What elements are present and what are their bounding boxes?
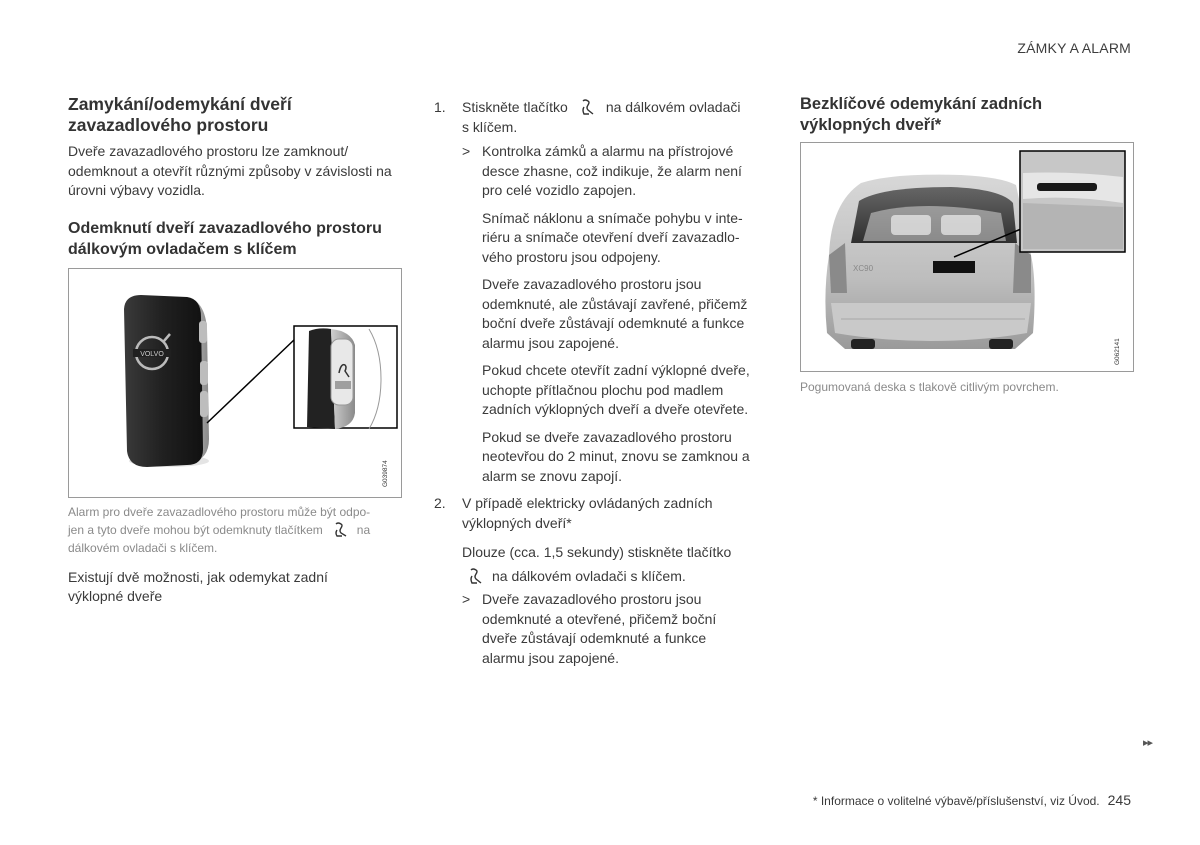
step-text xyxy=(462,567,774,587)
tailgate-unlock-icon xyxy=(580,99,594,116)
step-text-part: s klíčem. xyxy=(462,118,518,135)
outro-text: Existují dvě možnosti, jak odemykat zadní výklopné dveře xyxy=(68,568,328,604)
figure-code: G039874 xyxy=(382,459,389,487)
key-remote-figure xyxy=(68,268,402,498)
figure-code: G062141 xyxy=(1114,338,1121,365)
result-text: Kontrolka zámků a alarmu na přístrojové desce zhasne, což indikuje, že alarm není pro celé vozidlo zapojen. xyxy=(482,143,742,198)
volvo-logo-text: VOLVO xyxy=(140,350,164,358)
caption-line xyxy=(68,521,400,539)
step-text: V případě elektricky ovládaných zadních výklopných dveří* xyxy=(462,495,713,531)
tailgate-unlock-icon xyxy=(468,568,482,585)
step-1-result xyxy=(434,142,774,486)
step-number: 2. xyxy=(434,495,446,511)
step-2 xyxy=(434,494,774,586)
step-text-part: na dálkovém ovladači xyxy=(605,99,741,115)
left-column xyxy=(68,94,402,607)
step-number: 1. xyxy=(434,99,446,115)
car-rear-illustration xyxy=(801,143,1133,371)
intro-text: Dveře zavazadlového prostoru lze zamknout/ odemknout a otevřít různými způsoby v závislosti na úrovni výbavy vozidla. xyxy=(68,143,392,198)
figure-caption xyxy=(68,503,400,557)
step-1 xyxy=(434,98,774,137)
result-text: Pokud chcete otevřít zadní výklopné dveře, uchopte přítlačnou plochu pod madlem zadních výklopných dveří a dveře otevřete. xyxy=(482,362,750,417)
caption-line: dálkovém ovladači s klíčem. xyxy=(68,540,218,555)
result-marker: > xyxy=(462,591,471,607)
caption-text: na xyxy=(356,522,371,537)
section-header: ZÁMKY A ALARM xyxy=(1017,40,1131,56)
subsection-title: Odemknutí dveří zavazadlového prostoru dálkovým ovladačem s klíčem xyxy=(68,219,382,258)
step-text xyxy=(462,98,774,137)
figure-caption: Pogumovaná deska s tlakově citlivým povrchem. xyxy=(800,380,1059,394)
tailgate-figure xyxy=(800,142,1134,372)
section-title: Bezklíčové odemykání zadních výklopných dveří* xyxy=(800,95,1043,134)
caption-line: Alarm pro dveře zavazadlového prostoru může být odpo- xyxy=(68,504,371,519)
footnote xyxy=(813,792,1131,808)
right-column xyxy=(800,94,1134,396)
tailgate-unlock-icon xyxy=(333,522,347,538)
result-marker: > xyxy=(462,143,471,159)
footnote-text: * Informace o volitelné výbavě/příslušenství, viz Úvod. xyxy=(812,794,1100,808)
result-text: Pokud se dveře zavazadlového prostoru neotevřou do 2 minut, znovu se zamknou a alarm se znovu zapojí. xyxy=(482,428,750,484)
section-title: Zamykání/odemykání dveří zavazadlového prostoru xyxy=(68,94,292,135)
middle-column xyxy=(434,98,774,668)
page-number: 245 xyxy=(1107,792,1131,808)
result-text: Dveře zavazadlového prostoru jsou odemknuté a otevřené, přičemž boční dveře zůstávají odemknuté a funkce alarmu jsou zapojené. xyxy=(482,591,717,666)
result-text: Dveře zavazadlového prostoru jsou odemknuté, ale zůstávají zavřené, přičemž boční dveře zůstávají odemknuté a funkce alarmu jsou zapojené. xyxy=(482,276,748,351)
caption-text: jen a tyto dveře mohou být odemknuty tlačítkem xyxy=(68,522,323,537)
step-text-part: na dálkovém ovladači s klíčem. xyxy=(492,567,686,584)
key-remote-illustration xyxy=(69,269,401,497)
step-2-result xyxy=(434,590,774,668)
car-badge: XC90 xyxy=(853,264,874,273)
step-text-part: Stiskněte tlačítko xyxy=(462,99,568,115)
result-text: Snímač náklonu a snímače pohybu v inte- riéru a snímače otevření dveří zavazadlo- vého prostoru jsou odpojeny. xyxy=(482,209,743,265)
step-text: Dlouze (cca. 1,5 sekundy) stiskněte tlačítko xyxy=(462,544,732,560)
continue-arrow-icon: ▸▸ xyxy=(1142,737,1152,749)
